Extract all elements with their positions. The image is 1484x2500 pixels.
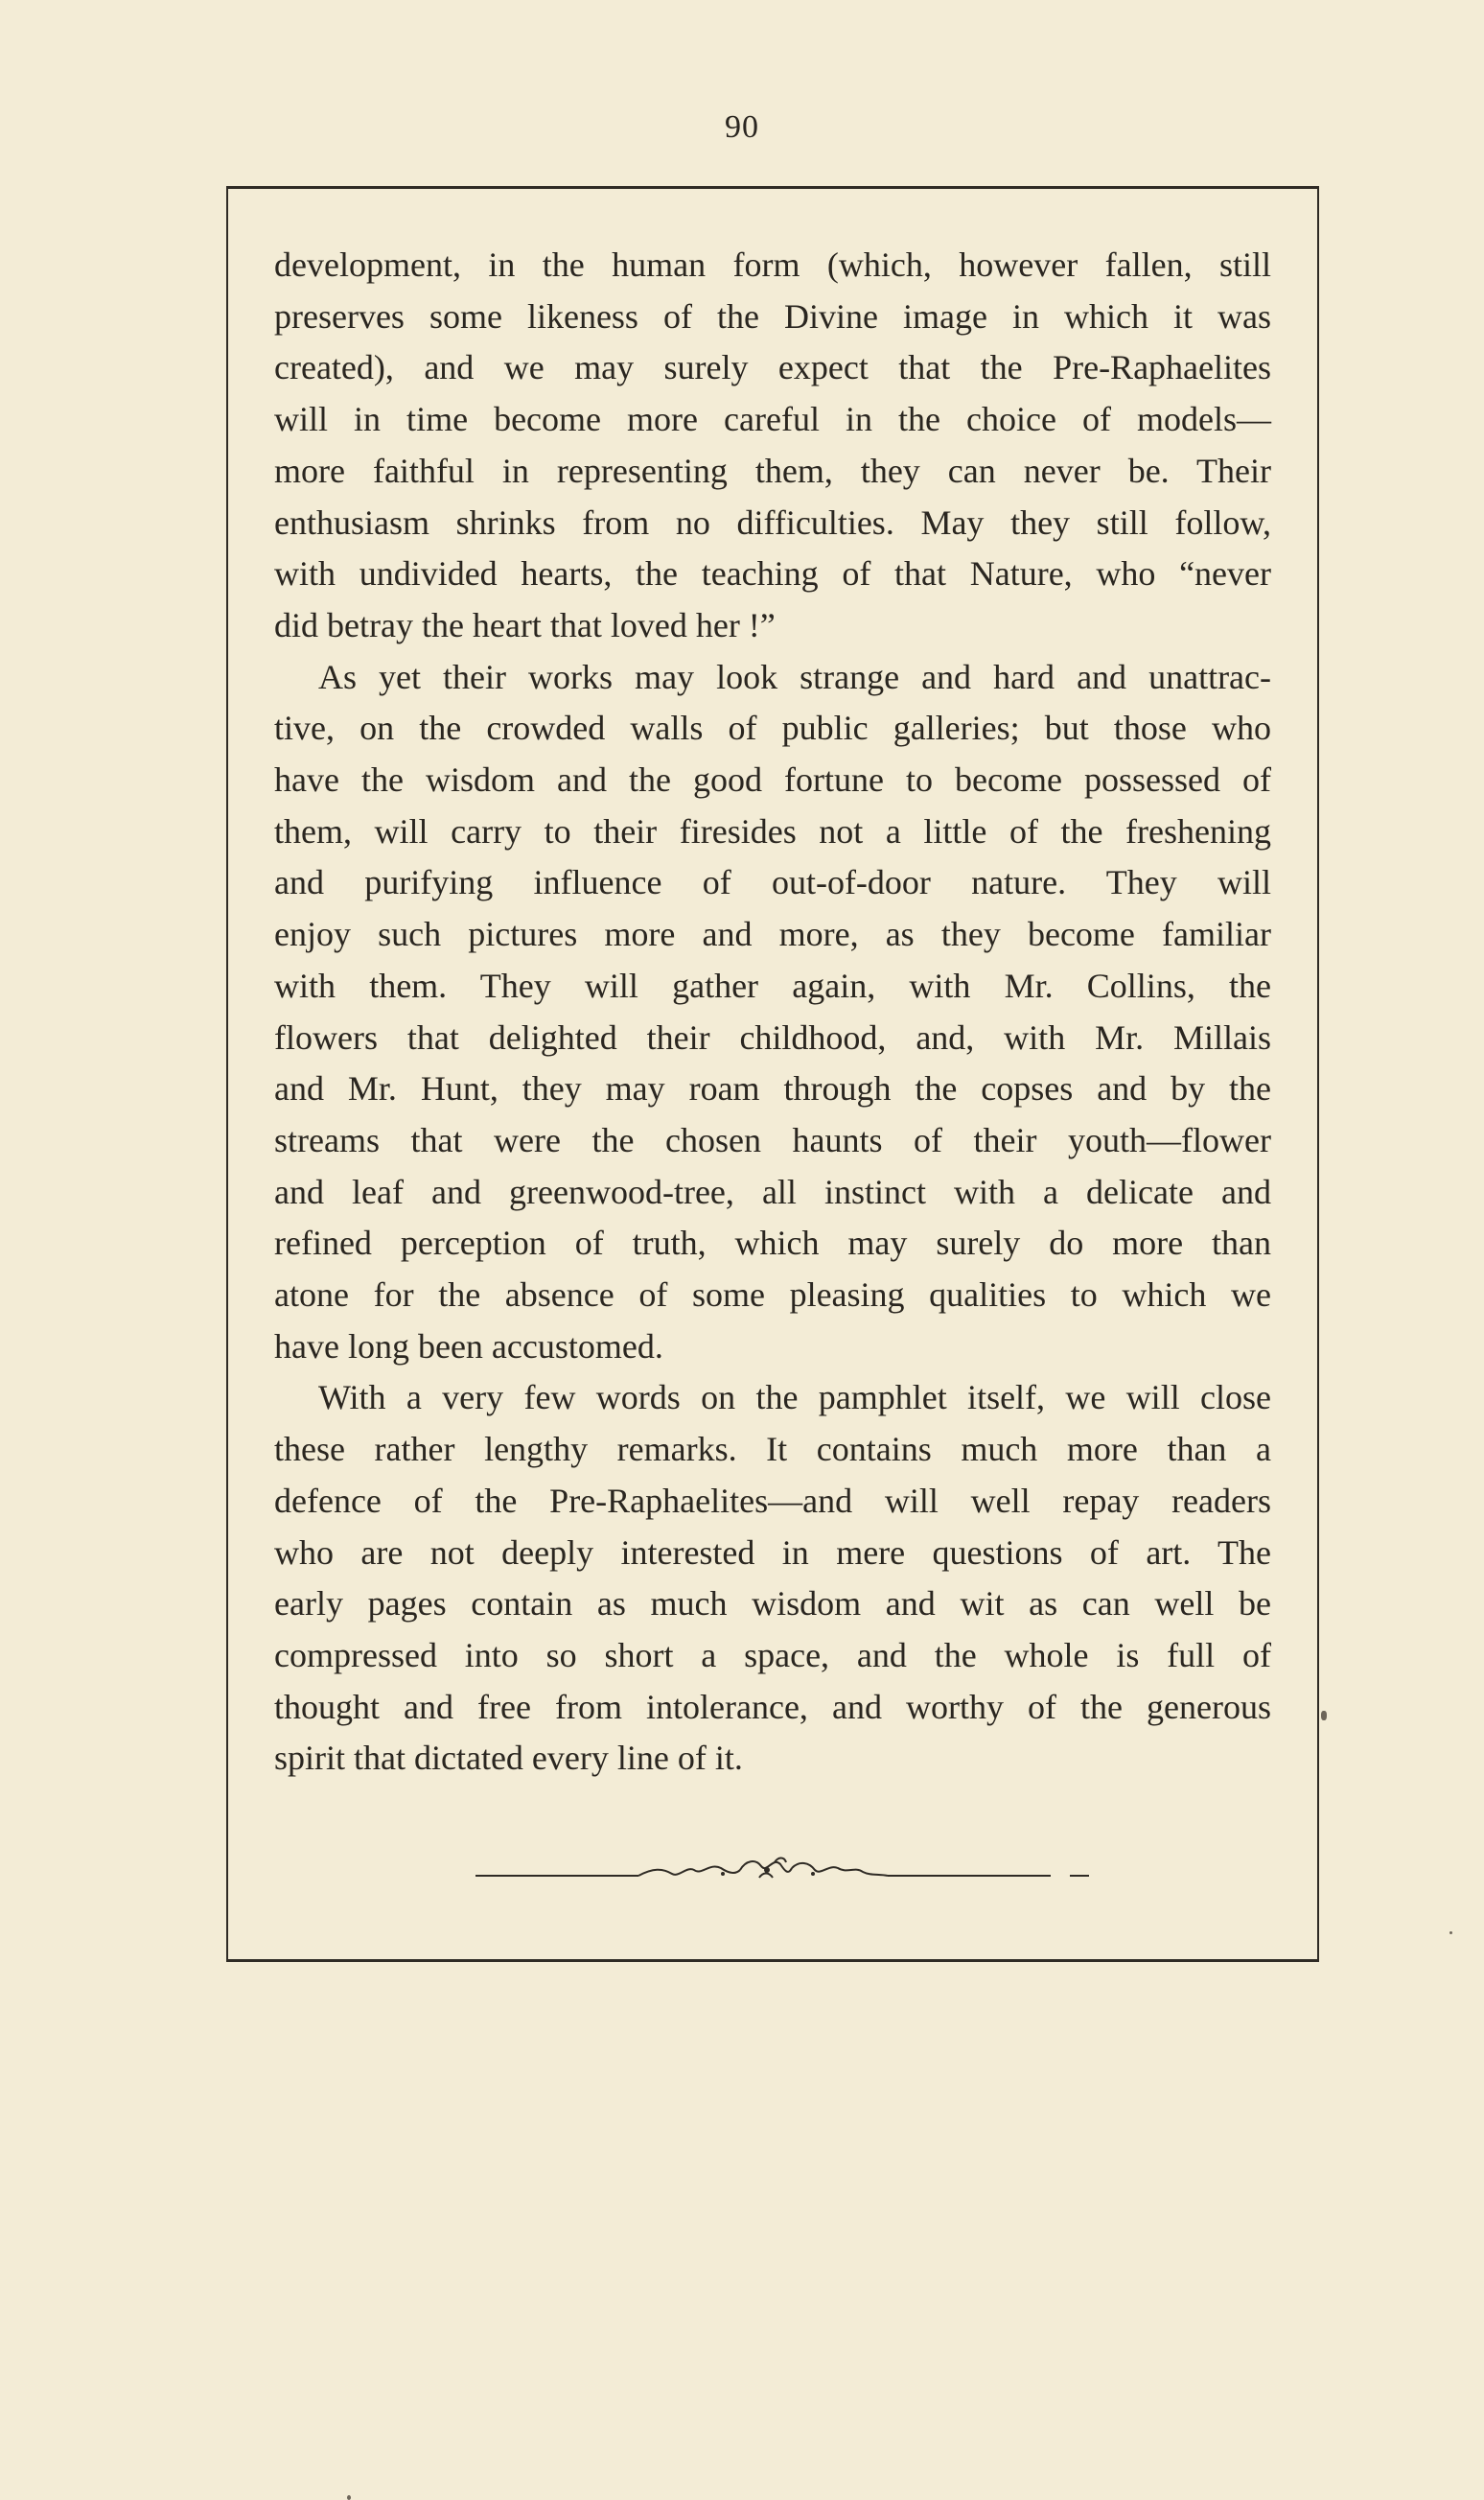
text-line: thought and free from intolerance, and worthy of the generous [274,1687,1271,1726]
text-line: preserves some likeness of the Divine image in which it was [274,296,1271,336]
text-line: and Mr. Hunt, they may roam through the copses and by the [274,1069,1271,1109]
text-line: these rather lengthy remarks. It contains much more than a [274,1430,1271,1469]
paper-speck [347,2495,351,2500]
paper-speck [1449,1931,1452,1934]
text-line: refined perception of truth, which may surely do more than [274,1224,1271,1263]
text-line: with them. They will gather again, with Mr. Collins, the [274,966,1271,1005]
text-line: early pages contain as much wisdom and wit as can well be [274,1584,1271,1624]
text-line: atone for the absence of some pleasing qualities to which we [274,1275,1271,1315]
body-text [274,240,1271,1785]
text-line: who are not deeply interested in mere questions of art. The [274,1532,1271,1572]
text-line: created), and we may surely expect that the Pre-Raphaelites [274,348,1271,387]
text-line: more faithful in representing them, they can never be. Their [274,451,1271,490]
text-line: tive, on the crowded walls of public galleries; but those who [274,709,1271,748]
text-line: with undivided hearts, the teaching of that Nature, who “never [274,554,1271,594]
text-line: streams that were the chosen haunts of their youth—flower [274,1120,1271,1159]
text-line: have long been accustomed. [274,1326,663,1366]
text-line: spirit that dictated every line of it. [274,1739,743,1778]
tailpiece-flourish-icon [475,1849,1099,1887]
text-line: development, in the human form (which, however fallen, still [274,245,1271,284]
text-line: With a very few words on the pamphlet itself, we will close [318,1378,1271,1417]
text-line: and leaf and greenwood-tree, all instinct with a delicate and [274,1172,1271,1211]
page-number: 90 [725,109,759,145]
paper-speck [1321,1711,1327,1720]
text-line: will in time become more careful in the choice of models— [274,400,1271,439]
text-line: and purifying influence of out-of-door nature. They will [274,863,1271,902]
text-line: flowers that delighted their childhood, and, with Mr. Millais [274,1017,1271,1057]
text-line: defence of the Pre-Raphaelites—and will well repay readers [274,1481,1271,1520]
text-line: enjoy such pictures more and more, as they become familiar [274,915,1271,954]
text-line: As yet their works may look strange and hard and unattrac- [318,657,1271,696]
text-line: have the wisdom and the good fortune to become possessed of [274,760,1271,800]
text-line: enthusiasm shrinks from no difficulties. May they still follow, [274,502,1271,542]
text-line: them, will carry to their firesides not a little of the freshening [274,811,1271,851]
text-line: compressed into so short a space, and the whole is full of [274,1635,1271,1674]
text-line: did betray the heart that loved her !” [274,605,776,644]
